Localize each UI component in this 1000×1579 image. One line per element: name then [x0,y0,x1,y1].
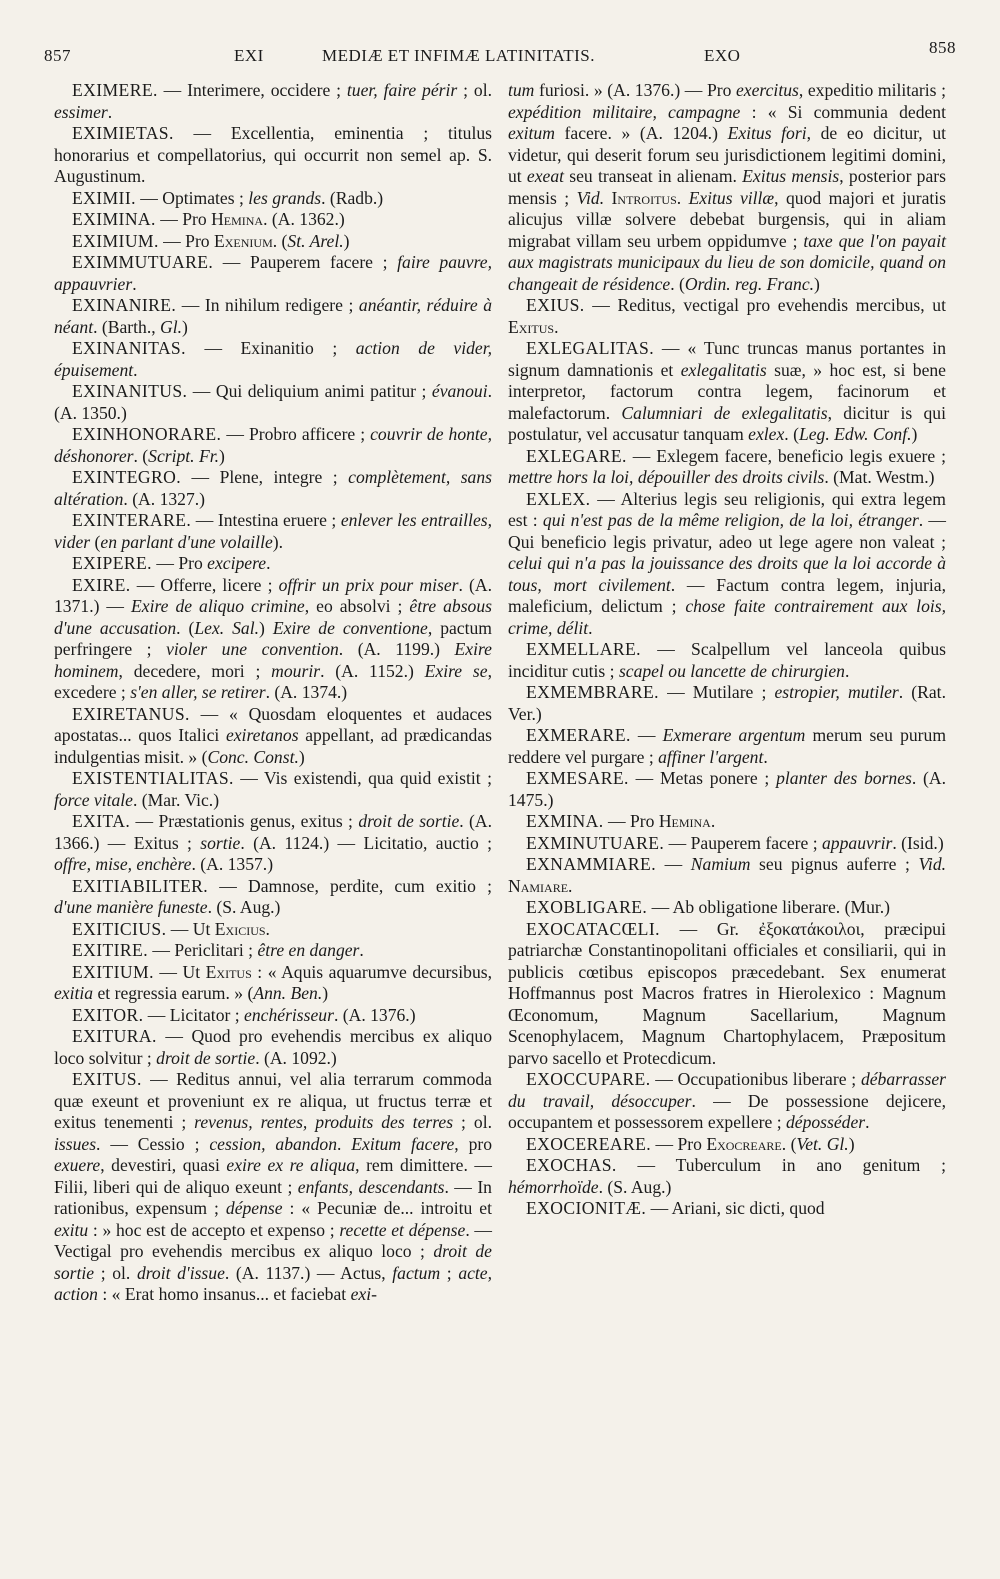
entry-headword: EXMINA. [526,811,604,831]
entry-definition: — « Tunc truncas manus portantes in signum damnationis et exlegalitatis suæ, » hoc est, si bene interpretor, factorum contra legem, facinorum et malefactorum. Calumniari de exlegalitatis, dicitur is qui postulatur, vel accusatur tanquam exlex. (Leg. Edw. Conf.) [508,338,946,444]
entry-headword: EXIUS. [526,295,585,315]
dictionary-entry [54,467,492,510]
entry-headword: EXITOR. [72,1004,144,1025]
right-guide-word: EXO [704,46,741,65]
dictionary-entry [54,1069,492,1306]
entry-headword: EXNAMMIARE. [526,854,656,874]
entry-headword: EXLEGARE. [526,445,627,466]
dictionary-entry [508,682,946,725]
dictionary-entry [508,489,946,640]
entry-definition: — Pro Exocreare. (Vet. Gl.) [651,1133,855,1154]
entry-definition: — Pro excipere. [151,553,271,573]
left-page-number: 857 [44,46,71,65]
entry-headword: EXITIUM. [72,961,154,982]
dictionary-entry [508,768,946,811]
entry-headword: EXINTERARE. [72,510,192,530]
entry-headword: EXMINUTUARE. [526,832,665,853]
entry-definition: — Pro Hemina. [603,811,716,831]
entry-headword: EXIMIETAS. [72,123,174,143]
entry-definition: — Exmerare argentum merum seu purum reddere vel purgare ; affiner l'argent. [508,725,947,767]
entry-headword: EXIMIUM. [72,230,159,251]
entry-headword: EXLEX. [526,488,591,509]
entry-headword: EXIMII. [72,187,136,208]
dictionary-entry [54,811,492,876]
entry-headword: EXOCATACŒLI. [526,918,660,939]
entry-definition: — Quod pro evehendis mercibus ex aliquo loco solvitur ; droit de sortie. (A. 1092.) [54,1026,492,1068]
entry-definition: — Pauperem facere ; appauvrir. (Isid.) [664,832,944,853]
dictionary-entry [508,919,946,1070]
entry-definition: — Tuberculum in ano genitum ; hémorrhoïde. (S. Aug.) [508,1155,946,1197]
dictionary-entry [54,381,492,424]
left-column [54,80,492,1306]
dictionary-entry [508,854,946,897]
entry-headword: EXINANITAS. [72,338,186,358]
entry-headword: EXITIABILITER. [72,875,209,896]
entry-definition: — Reditus annui, vel alia terrarum commoda quæ exeunt et proveniunt ex re aliqua, ut fructus terræ et exitus tenementi ; revenus, rentes, produits des terres ; ol. issues. — Cessio ; cession, abandon. Exitum facere, pro exuere, devestiri, quasi exire ex re aliqua, rem dimittere. — Filii, liberi qui de aliquo exeunt ; enfants, descendants. — In rationibus, expensum ; dépense : « Pecuniæ de... introitu et exitu : » hoc est de accepto et expenso ; recette et dépense. — Vectigal pro evehendis mercibus ex aliquo loco ; droit de sortie ; ol. droit d'issue. (A. 1137.) — Actus, factum ; acte, action : « Erat homo insanus... et faciebat exi- [54,1069,493,1304]
dictionary-entry [508,897,946,919]
dictionary-entry [54,704,492,769]
entry-definition: — Excellentia, eminentia ; titulus honorarius et compellatorius, qui occurrit non semel ap. S. Augustinum. [54,123,492,186]
dictionary-entry [508,295,946,338]
dictionary-entry [508,725,946,768]
entry-headword: EXMERARE. [526,725,631,745]
page-header [44,38,956,72]
entry-definition: tum furiosi. » (A. 1376.) — Pro exercitus, expeditio militaris ; expédition militaire, campagne : « Si communia dedent exitum facere. » (A. 1204.) Exitus fori, de eo dicitur, ut videtur, qui deserit forum seu jurisdictionem legitimi domini, ut exeat seu transeat in alienam. Exitus mensis, posterior pars mensis ; Vid. Introitus. Exitus villæ, quod majori et juratis alicujus villæ solvere debebat burgensis, qui in aliam migrabat villam seu urbem oppidumve ; taxe que l'on payait aux magistrats municipaux du lieu de son domicile, quand on changeait de résidence. (Ordin. reg. Franc.) [508,80,947,294]
entry-headword: EXINANIRE. [72,295,177,315]
dictionary-entry [508,811,946,833]
dictionary-entry [54,424,492,467]
entry-definition: — Reditus, vectigal pro evehendis mercibus, ut Exitus. [508,295,946,337]
dictionary-entry [54,575,492,704]
dictionary-entry [508,1198,946,1220]
entry-definition: — Plene, integre ; complètement, sans altération. (A. 1327.) [54,467,492,509]
dictionary-entry [54,295,492,338]
entry-definition: — Intestina eruere ; enlever les entrailles, vider (en parlant d'une volaille). [54,510,493,552]
entry-definition: — Mutilare ; estropier, mutiler. (Rat. Ver.) [508,682,946,724]
entry-headword: EXINHONORARE. [72,424,222,444]
dictionary-entry [54,553,492,575]
dictionary-entry [508,1134,946,1156]
entry-headword: EXIPERE. [72,553,152,573]
entry-definition: — Ab obligatione liberare. (Mur.) [647,897,891,917]
left-guide-word: EXI [234,46,264,65]
entry-definition: — Periclitari ; être en danger. [148,940,364,960]
entry-definition: — Damnose, perdite, cum exitio ; d'une manière funeste. (S. Aug.) [54,875,492,917]
dictionary-entry [54,123,492,188]
entry-headword: EXOBLIGARE. [526,897,648,917]
entry-definition: — Vis existendi, qua quid existit ; force vitale. (Mar. Vic.) [54,768,492,810]
running-title: MEDIÆ ET INFIMÆ LATINITATIS. [322,46,595,65]
entry-definition: — Metas ponere ; planter des bornes. (A. 1475.) [508,768,947,810]
entry-headword: EXMESARE. [526,768,629,788]
entry-definition: — « Quosdam eloquentes et audaces apostatas... quos Italici exiretanos appellant, ad prædicandas indulgentias misit. » (Conc. Const.) [54,703,492,767]
dictionary-entry [54,338,492,381]
entry-definition: — Pauperem facere ; faire pauvre, appauvrier. [54,252,492,294]
entry-definition: — Gr. ἐξοκατάκοιλοι, præcipui patriarchæ Constantinopolitani officiales et consiliarii, qui in publicis cœtibus episcopos præcedebant. Sex enumerat Hoffmannus post Macros fratres in Hierolexico : Magnum Œconomum, Magnum Sacellarium, Magnum Scenophylacem, Magnum Chartophylacem, Præpositum parvo sacello et Protecdicum. [508,918,946,1068]
dictionary-entry [54,231,492,253]
entry-headword: EXIMMUTUARE. [72,252,214,272]
dictionary-entry [508,446,946,489]
entry-definition: — Ut Exitus : « Aquis aquarumve decursibus, exitia et regressia earum. » (Ann. Ben.) [54,961,492,1003]
entry-headword: EXINANITUS. [72,381,188,401]
entry-headword: EXIMINA. [72,209,156,229]
dictionary-entry [54,962,492,1005]
entry-definition: — In nihilum redigere ; anéantir, réduire à néant. (Barth., Gl.) [54,295,492,337]
entry-definition: — Optimates ; les grands. (Radb.) [135,187,384,208]
entry-headword: EXMELLARE. [526,639,641,659]
dictionary-entry [54,188,492,210]
entry-definition: — Probro afficere ; couvrir de honte, déshonorer. (Script. Fr.) [54,424,493,466]
entry-definition: — Alterius legis seu religionis, qui extra legem est : qui n'est pas de la même religion, de la loi, étranger. — Qui beneficio legis privatur, adeo ut lege agere non valeat ; celui qui n'a pas la jouissance des droits que la loi accorde à tous, mort civilement. — Factum contra legem, injuria, maleficium, delictum ; chose faite contrairement aux lois, crime, délit. [508,488,947,638]
entry-headword: EXITICIUS. [72,918,167,939]
dictionary-entry [508,833,946,855]
dictionary-entry [508,338,946,446]
entry-headword: EXOCEREARE. [526,1133,652,1154]
dictionary-entry [54,252,492,295]
dictionary-entry [508,80,946,295]
entry-headword: EXITA. [72,811,131,831]
entry-definition: — Ariani, sic dicti, quod [646,1198,825,1218]
entry-headword: EXIRE. [72,574,131,595]
dictionary-entry [508,1069,946,1134]
entry-definition: — Licitator ; enchérisseur. (A. 1376.) [143,1004,416,1025]
dictionary-entry [54,80,492,123]
entry-definition: — Exinanitio ; action de vider, épuisement. [54,338,492,380]
dictionary-entry [54,209,492,231]
entry-definition: — Pro Exenium. (St. Arel.) [158,230,350,251]
entry-headword: EXIMERE. [72,80,158,100]
entry-definition: — Scalpellum vel lanceola quibus inciditur cutis ; scapel ou lancette de chirurgien. [508,639,946,681]
entry-headword: EXOCCUPARE. [526,1069,651,1089]
dictionary-entry [54,919,492,941]
entry-definition: — Namium seu pignus auferre ; Vid. Namiare. [508,854,947,896]
entry-definition: — Qui deliquium animi patitur ; évanoui. (A. 1350.) [54,381,492,423]
dictionary-entry [54,1005,492,1027]
entry-headword: EXITUS. [72,1069,142,1089]
entry-definition: — Pro Hemina. (A. 1362.) [155,209,345,229]
right-page-number: 858 [929,38,956,57]
dictionary-entry [54,876,492,919]
entry-headword: EXISTENTIALITAS. [72,768,234,788]
dictionary-entry [54,940,492,962]
entry-headword: EXOCIONITÆ. [526,1198,647,1218]
entry-definition: — Occupationibus liberare ; débarrasser du travail, désoccuper. — De possessione dejicere, occupantem et possessorem expellere ; déposséder. [508,1069,946,1132]
dictionary-entry [508,1155,946,1198]
dictionary-entry [54,510,492,553]
entry-definition: — Interimere, occidere ; tuer, faire périr ; ol. essimer. [54,80,492,122]
entry-headword: EXLEGALITAS. [526,338,654,358]
entry-definition: — Ut Exicius. [166,918,270,939]
entry-headword: EXITURA. [72,1026,157,1046]
entry-definition: — Exlegem facere, beneficio legis exuere ; mettre hors la loi, dépouiller des droits civils. (Mat. Westm.) [508,445,946,487]
entry-headword: EXIRETANUS. [72,703,190,724]
dictionary-entry [54,1026,492,1069]
entry-headword: EXITIRE. [72,940,148,960]
entry-definition: — Præstationis genus, exitus ; droit de sortie. (A. 1366.) — Exitus ; sortie. (A. 1124.) — Licitatio, auctio ; offre, mise, enchère. (A. 1357.) [54,811,493,874]
entry-headword: EXINTEGRO. [72,467,182,487]
entry-headword: EXMEMBRARE. [526,682,659,702]
right-column [508,80,946,1220]
entry-definition: — Offerre, licere ; offrir un prix pour miser. (A. 1371.) — Exire de aliquo crimine, eo absolvi ; être absous d'une accusation. (Lex. Sal.) Exire de conventione, pactum perfringere ; violer une convention. (A. 1199.) Exire hominem, decedere, mori ; mourir. (A. 1152.) Exire se, excedere ; s'en aller, se retirer. (A. 1374.) [54,574,492,702]
dictionary-entry [54,768,492,811]
entry-headword: EXOCHAS. [526,1155,617,1175]
dictionary-entry [508,639,946,682]
